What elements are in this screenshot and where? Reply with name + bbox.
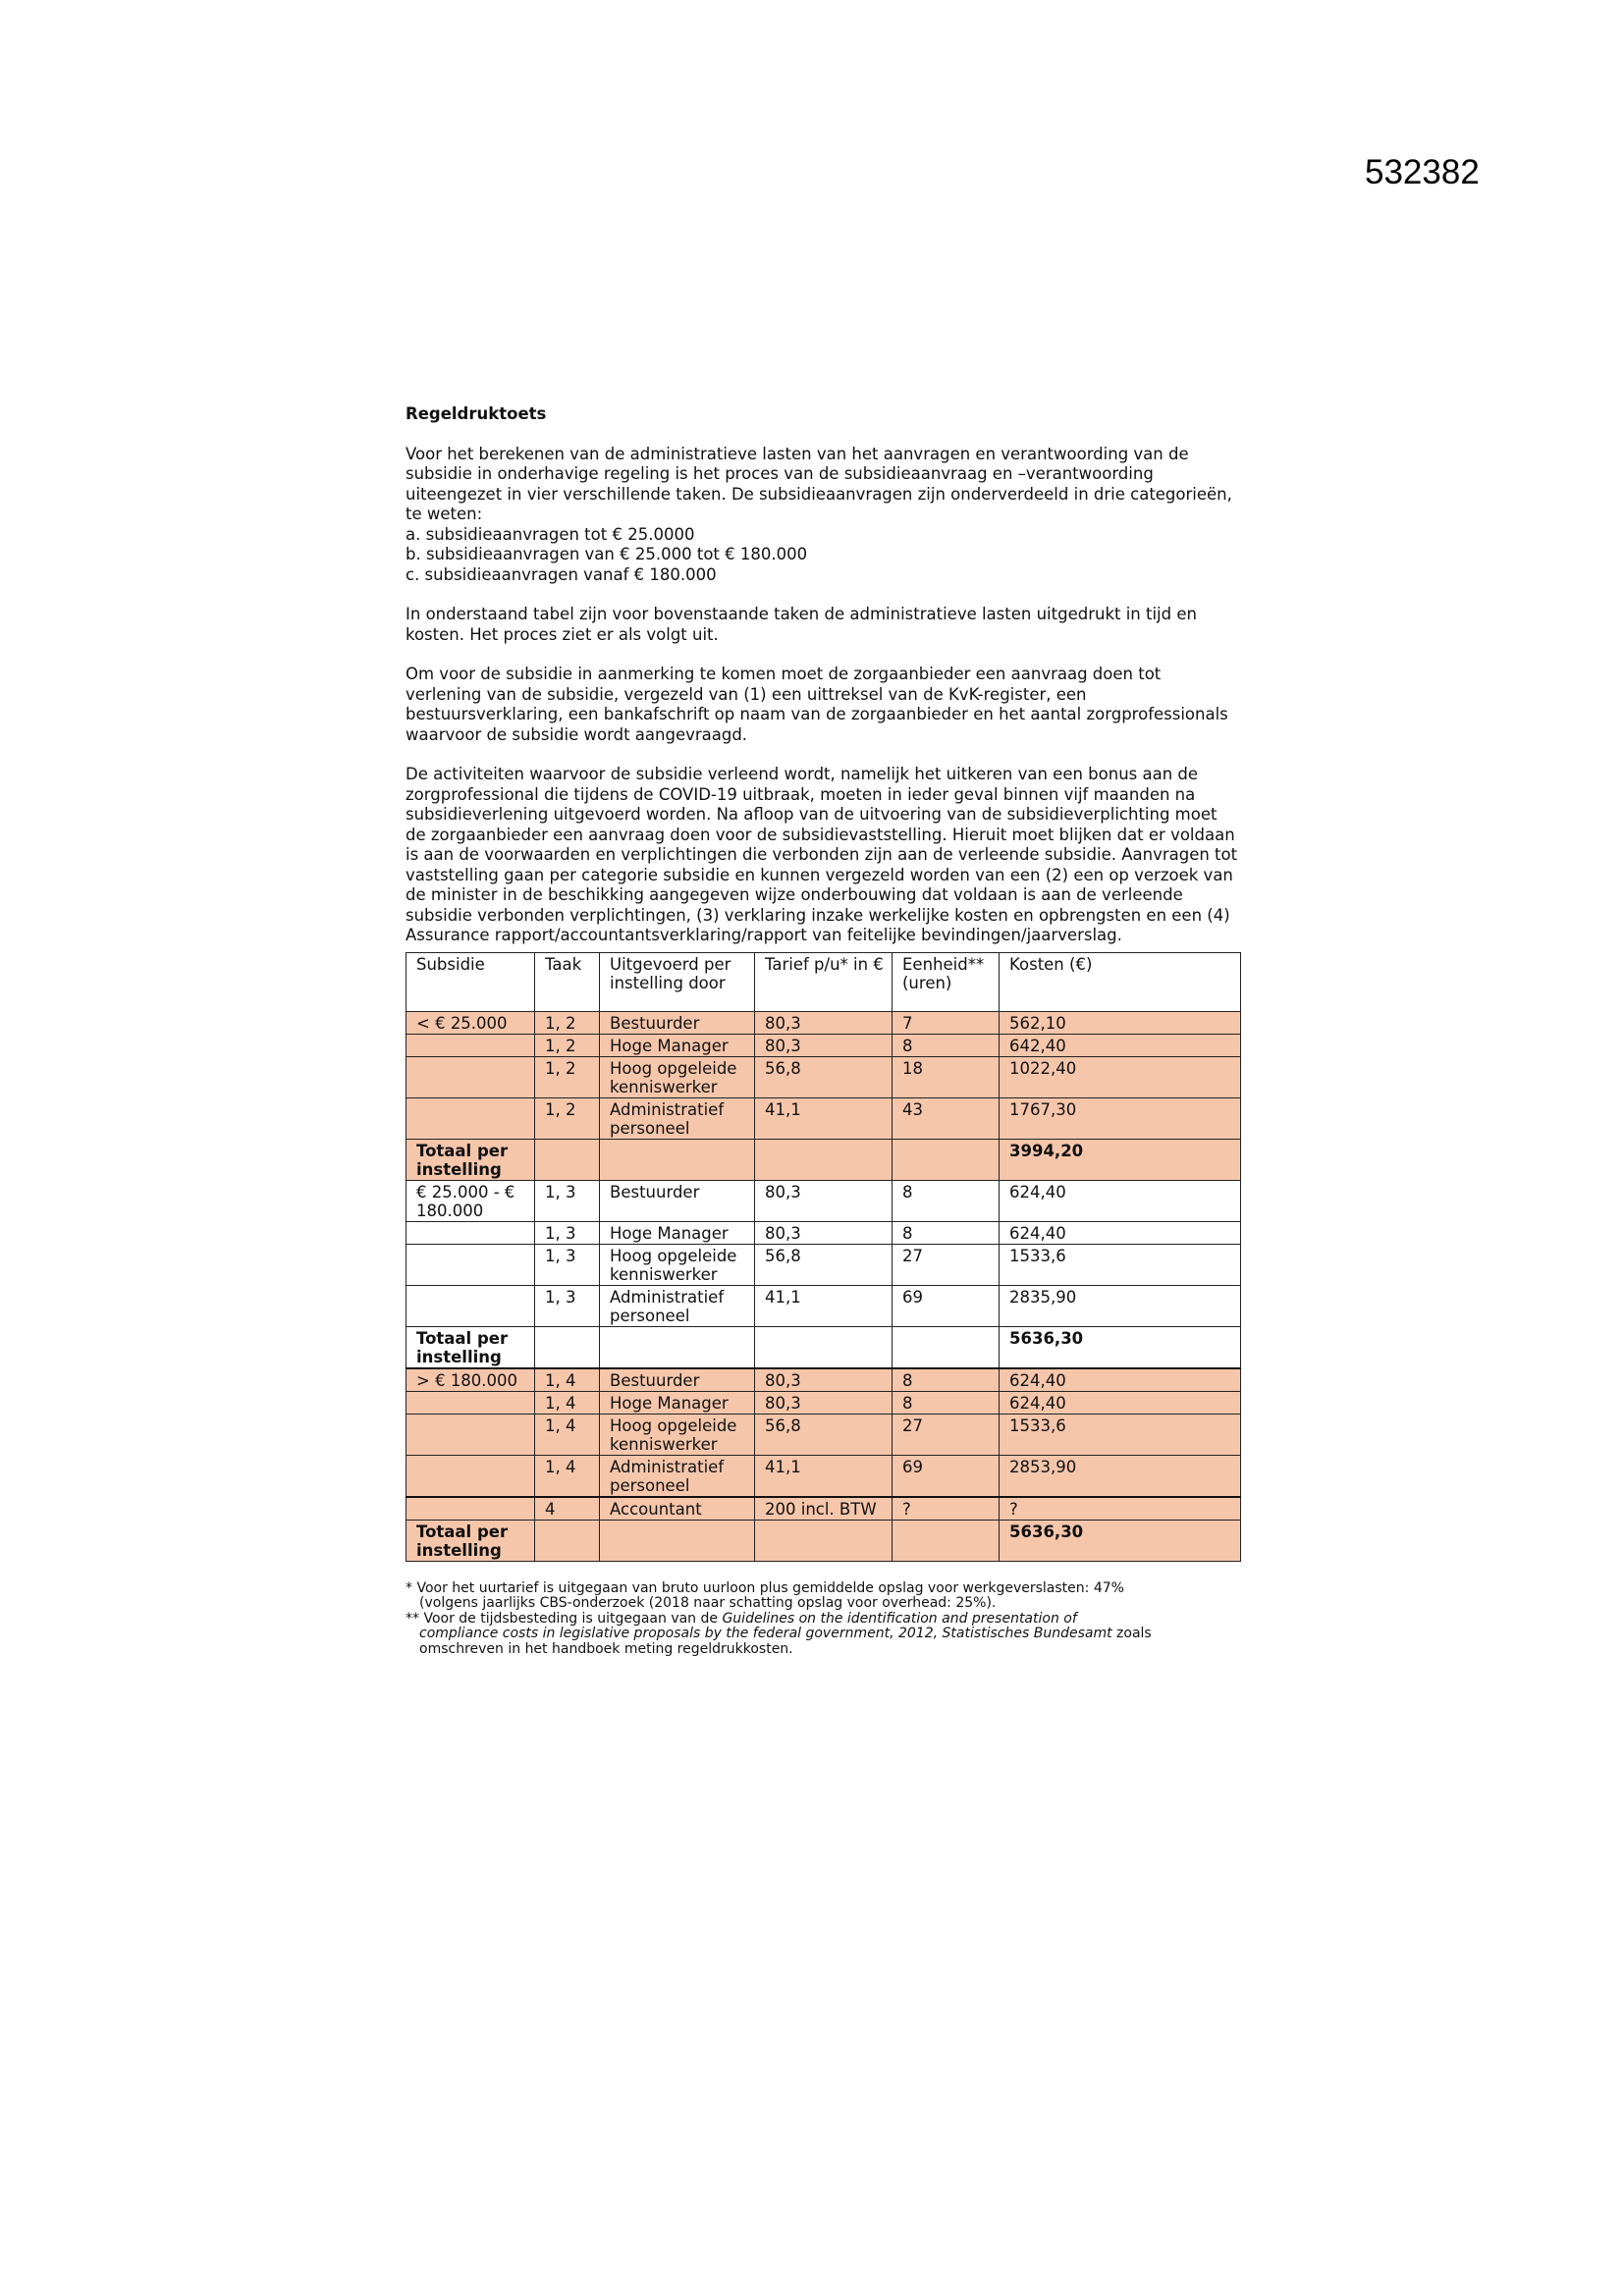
cell-subsidie: > € 180.000: [406, 1368, 535, 1392]
cell-subsidie: < € 25.000: [406, 1011, 535, 1034]
footnote-1-cont: (volgens jaarlijks CBS-onderzoek (2018 naar schatting opslag voor overhead: 25%).: [419, 1595, 997, 1611]
cell-taak: 1, 2: [535, 1056, 600, 1097]
cell-tarief: 80,3: [755, 1180, 893, 1221]
cell-eenheid: 69: [893, 1455, 1000, 1497]
cell-subsidie: Totaal per instelling: [406, 1139, 535, 1180]
cell-tarief: [755, 1520, 893, 1561]
cell-kosten: 642,40: [1000, 1034, 1241, 1056]
cell-taak: 1, 3: [535, 1221, 600, 1244]
cell-kosten: 2835,90: [1000, 1285, 1241, 1326]
cell-eenheid: 8: [893, 1180, 1000, 1221]
cell-subsidie: [406, 1391, 535, 1414]
cell-taak: 1, 4: [535, 1391, 600, 1414]
header-subsidie: Subsidie: [406, 952, 535, 1011]
cell-subsidie: [406, 1244, 535, 1285]
intro-paragraph: [406, 445, 1240, 586]
cell-taak: 1, 4: [535, 1455, 600, 1497]
table-row: [406, 1097, 1241, 1139]
header-tarief: Tarief p/u* in €: [755, 952, 893, 1011]
table-row: [406, 1455, 1241, 1497]
cell-subsidie: [406, 1056, 535, 1097]
table-row: [406, 1285, 1241, 1326]
cell-eenheid: 8: [893, 1391, 1000, 1414]
activities-paragraph: De activiteiten waarvoor de subsidie verleend wordt, namelijk het uitkeren van een bonus aan de zorgprofessional die tijdens de COVID-19 uitbraak, moeten in ieder geval binnen vijf maanden na subsidieverlening uitgevoerd worden. Na afloop van de uitvoering van de subsidieverplichting moet de zorgaanbieder een aanvraag doen voor de subsidievaststelling. Hieruit moet blijken dat er voldaan is aan de voorwaarden en verplichtingen die verbonden zijn aan de verleende subsidie. Aanvragen tot vaststelling gaan per categorie subsidie en kunnen vergezeld worden van een (2) een op verzoek van de minister in de beschikking aangegeven wijze onderbouwing dat voldaan is aan de verleende subsidie verbonden verplichtingen, (3) verklaring inzake werkelijke kosten en opbrengsten en een (4) Assurance rapport/accountantsverklaring/rapport van feitelijke bevindingen/jaarverslag.: [406, 765, 1238, 944]
cell-tarief: 80,3: [755, 1011, 893, 1034]
cell-uitgevoerd: Hoog opgeleide kenniswerker: [600, 1244, 755, 1285]
footnote-2-suffix: zoals: [1111, 1626, 1152, 1641]
cell-tarief: [755, 1139, 893, 1180]
cell-subsidie: [406, 1414, 535, 1455]
table-row: [406, 1221, 1241, 1244]
cell-uitgevoerd: Hoge Manager: [600, 1034, 755, 1056]
table-row: [406, 1414, 1241, 1455]
header-uitgevoerd: Uitgevoerd per instelling door: [600, 952, 755, 1011]
footnote-1: * Voor het uurtarief is uitgegaan van bruto uurloon plus gemiddelde opslag voor werkgeverslasten: 47%: [406, 1579, 1124, 1596]
header-kosten: Kosten (€): [1000, 952, 1241, 1011]
cell-tarief: 41,1: [755, 1097, 893, 1139]
table-row: [406, 1180, 1241, 1221]
footnote-2-end: omschreven in het handboek meting regeldrukkosten.: [419, 1640, 793, 1657]
cell-eenheid: 8: [893, 1368, 1000, 1392]
cell-uitgevoerd: Administratief personeel: [600, 1097, 755, 1139]
cell-uitgevoerd: Accountant: [600, 1497, 755, 1521]
cell-taak: 1, 3: [535, 1244, 600, 1285]
cell-eenheid: [893, 1520, 1000, 1561]
table-row: [406, 1497, 1241, 1521]
intro-text: Voor het berekenen van de administratieve lasten van het aanvragen en verantwoording van de subsidie in onderhavige regeling is het proces van de subsidieaanvraag en –verantwoording uiteengezet in vier verschillende taken. De subsidieaanvragen zijn onderverdeeld in drie categorieën, te weten:: [406, 444, 1232, 523]
document-body: [406, 404, 1240, 1657]
cell-taak: [535, 1139, 600, 1180]
cell-kosten: 624,40: [1000, 1391, 1241, 1414]
cell-tarief: 80,3: [755, 1368, 893, 1392]
cell-eenheid: ?: [893, 1497, 1000, 1521]
cell-kosten: 2853,90: [1000, 1455, 1241, 1497]
cell-tarief: 80,3: [755, 1221, 893, 1244]
cell-uitgevoerd: Bestuurder: [600, 1368, 755, 1392]
list-item-b: b. subsidieaanvragen van € 25.000 tot € 180.000: [406, 545, 808, 563]
cell-subsidie: [406, 1097, 535, 1139]
cell-taak: 1, 2: [535, 1011, 600, 1034]
cell-uitgevoerd: Bestuurder: [600, 1180, 755, 1221]
cell-subsidie: [406, 1455, 535, 1497]
cell-taak: [535, 1520, 600, 1561]
cell-kosten: 5636,30: [1000, 1520, 1241, 1561]
cell-eenheid: 8: [893, 1034, 1000, 1056]
cell-kosten: 1533,6: [1000, 1414, 1241, 1455]
section-title: Regeldruktoets: [406, 404, 547, 423]
table-header-row: [406, 952, 1241, 1011]
cell-taak: 4: [535, 1497, 600, 1521]
cell-kosten: 624,40: [1000, 1368, 1241, 1392]
footnotes: [406, 1581, 1240, 1658]
cell-uitgevoerd: Hoog opgeleide kenniswerker: [600, 1056, 755, 1097]
cell-tarief: 41,1: [755, 1285, 893, 1326]
table-row: [406, 1244, 1241, 1285]
cell-taak: 1, 2: [535, 1097, 600, 1139]
table-row: [406, 1391, 1241, 1414]
cell-uitgevoerd: Administratief personeel: [600, 1455, 755, 1497]
list-item-c: c. subsidieaanvragen vanaf € 180.000: [406, 564, 717, 584]
header-taak: Taak: [535, 952, 600, 1011]
cell-eenheid: 69: [893, 1285, 1000, 1326]
cell-taak: [535, 1326, 600, 1368]
cell-eenheid: 43: [893, 1097, 1000, 1139]
document-number: 532382: [1365, 153, 1480, 191]
cell-kosten: ?: [1000, 1497, 1241, 1521]
table-total-row: [406, 1139, 1241, 1180]
cell-tarief: [755, 1326, 893, 1368]
cell-uitgevoerd: [600, 1139, 755, 1180]
cell-taak: 1, 4: [535, 1414, 600, 1455]
cell-subsidie: [406, 1497, 535, 1521]
cell-taak: 1, 3: [535, 1180, 600, 1221]
cell-tarief: 56,8: [755, 1244, 893, 1285]
cost-table-body: [406, 952, 1241, 1561]
cell-tarief: 56,8: [755, 1414, 893, 1455]
footnote-2-italic-1: Guidelines on the identification and presentation of: [722, 1610, 1077, 1627]
cell-kosten: 624,40: [1000, 1221, 1241, 1244]
cost-table: [406, 952, 1241, 1562]
cell-kosten: 624,40: [1000, 1180, 1241, 1221]
cell-subsidie: € 25.000 - € 180.000: [406, 1180, 535, 1221]
cell-tarief: 41,1: [755, 1455, 893, 1497]
cell-eenheid: 7: [893, 1011, 1000, 1034]
cell-tarief: 80,3: [755, 1391, 893, 1414]
header-eenheid: Eenheid** (uren): [893, 952, 1000, 1011]
cell-uitgevoerd: Administratief personeel: [600, 1285, 755, 1326]
cell-eenheid: 18: [893, 1056, 1000, 1097]
cell-kosten: 562,10: [1000, 1011, 1241, 1034]
table-total-row: [406, 1326, 1241, 1368]
table-row: [406, 1368, 1241, 1392]
cell-uitgevoerd: Hoge Manager: [600, 1221, 755, 1244]
table-row: [406, 1056, 1241, 1097]
cell-uitgevoerd: [600, 1520, 755, 1561]
list-item-a: a. subsidieaanvragen tot € 25.0000: [406, 524, 695, 544]
cell-taak: 1, 2: [535, 1034, 600, 1056]
application-paragraph: Om voor de subsidie in aanmerking te komen moet de zorgaanbieder een aanvraag doen tot verlening van de subsidie, vergezeld van (1) een uittreksel van de KvK-register, een bestuursverklaring, een bankafschrift op naam van de zorgaanbieder en het aantal zorgprofessionals waarvoor de subsidie wordt aangevraagd.: [406, 665, 1228, 744]
cell-kosten: 5636,30: [1000, 1326, 1241, 1368]
cell-kosten: 1767,30: [1000, 1097, 1241, 1139]
cell-subsidie: [406, 1221, 535, 1244]
cell-kosten: 3994,20: [1000, 1139, 1241, 1180]
cell-eenheid: 27: [893, 1244, 1000, 1285]
cell-tarief: 56,8: [755, 1056, 893, 1097]
footnote-2: [406, 1612, 1240, 1628]
cell-eenheid: [893, 1139, 1000, 1180]
cell-subsidie: [406, 1285, 535, 1326]
cell-uitgevoerd: Hoge Manager: [600, 1391, 755, 1414]
cell-taak: 1, 4: [535, 1368, 600, 1392]
table-row: [406, 1034, 1241, 1056]
cell-kosten: 1533,6: [1000, 1244, 1241, 1285]
cell-uitgevoerd: [600, 1326, 755, 1368]
cell-eenheid: [893, 1326, 1000, 1368]
cell-subsidie: Totaal per instelling: [406, 1520, 535, 1561]
footnote-2-italic-2: compliance costs in legislative proposals by the federal government, 2012, Statistisches Bundesamt: [419, 1626, 1112, 1641]
cell-tarief: 80,3: [755, 1034, 893, 1056]
footnote-2-prefix: ** Voor de tijdsbesteding is uitgegaan van de: [406, 1610, 723, 1627]
cell-taak: 1, 3: [535, 1285, 600, 1326]
cell-subsidie: [406, 1034, 535, 1056]
cell-kosten: 1022,40: [1000, 1056, 1241, 1097]
cell-eenheid: 27: [893, 1414, 1000, 1455]
cell-eenheid: 8: [893, 1221, 1000, 1244]
cell-tarief: 200 incl. BTW: [755, 1497, 893, 1521]
table-intro-paragraph: In onderstaand tabel zijn voor bovenstaande taken de administratieve lasten uitgedrukt in tijd en kosten. Het proces ziet er als volgt uit.: [406, 605, 1197, 644]
cell-subsidie: Totaal per instelling: [406, 1326, 535, 1368]
footnote-2-cont: [406, 1627, 1240, 1642]
table-total-row: [406, 1520, 1241, 1561]
cell-uitgevoerd: Hoog opgeleide kenniswerker: [600, 1414, 755, 1455]
cell-uitgevoerd: Bestuurder: [600, 1011, 755, 1034]
table-row: [406, 1011, 1241, 1034]
